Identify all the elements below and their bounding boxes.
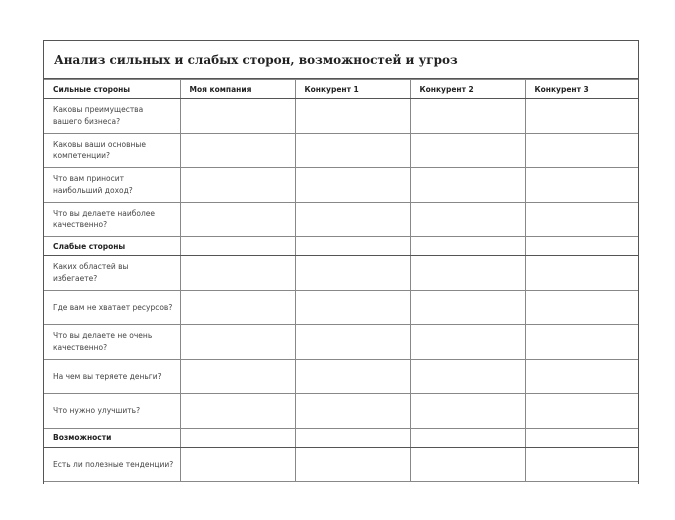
answer-cell[interactable] <box>295 256 410 291</box>
answer-cell <box>295 237 410 256</box>
question-cell: Что вы делаете не очень качественно? <box>44 325 180 360</box>
answer-cell <box>410 237 525 256</box>
answer-cell[interactable] <box>525 133 639 168</box>
answer-cell[interactable] <box>410 447 525 482</box>
answer-cell[interactable] <box>410 99 525 134</box>
question-cell: Что вы делаете наиболее качественно? <box>44 202 180 237</box>
answer-cell <box>295 428 410 447</box>
table-row <box>44 394 639 429</box>
answer-cell[interactable] <box>410 256 525 291</box>
question-cell: Каких областей вы избегаете? <box>44 256 180 291</box>
answer-cell[interactable] <box>410 168 525 203</box>
table-row <box>44 325 639 360</box>
table-row <box>44 447 639 482</box>
answer-cell[interactable] <box>525 99 639 134</box>
answer-cell[interactable] <box>180 256 295 291</box>
document-title: Анализ сильных и слабых сторон, возможностей и угроз <box>44 41 638 79</box>
answer-cell[interactable] <box>525 325 639 360</box>
answer-cell[interactable] <box>295 325 410 360</box>
answer-cell[interactable] <box>525 256 639 291</box>
answer-cell[interactable] <box>180 394 295 429</box>
answer-cell[interactable] <box>180 99 295 134</box>
column-header-competitor-3: Конкурент 3 <box>525 80 639 99</box>
table-row <box>44 256 639 291</box>
answer-cell[interactable] <box>295 202 410 237</box>
answer-cell[interactable] <box>180 168 295 203</box>
header-row <box>44 80 639 99</box>
table-row <box>44 202 639 237</box>
answer-cell[interactable] <box>295 133 410 168</box>
answer-cell[interactable] <box>525 202 639 237</box>
section-row-weaknesses <box>44 237 639 256</box>
answer-cell[interactable] <box>180 133 295 168</box>
question-cell: Есть ли полезные тенденции? <box>44 447 180 482</box>
swot-sheet <box>43 40 639 484</box>
answer-cell[interactable] <box>180 359 295 394</box>
answer-cell[interactable] <box>295 447 410 482</box>
answer-cell[interactable] <box>525 168 639 203</box>
answer-cell[interactable] <box>525 290 639 325</box>
table-row <box>44 168 639 203</box>
section-header-weaknesses: Слабые стороны <box>44 237 180 256</box>
question-cell: Каковы ваши основные компетенции? <box>44 133 180 168</box>
table-row <box>44 99 639 134</box>
question-cell: Каковы преимущества вашего бизнеса? <box>44 99 180 134</box>
section-header-opportunities: Возможности <box>44 428 180 447</box>
answer-cell[interactable] <box>410 290 525 325</box>
answer-cell <box>180 237 295 256</box>
answer-cell[interactable] <box>180 202 295 237</box>
column-header-competitor-2: Конкурент 2 <box>410 80 525 99</box>
answer-cell[interactable] <box>410 394 525 429</box>
column-header-competitor-1: Конкурент 1 <box>295 80 410 99</box>
answer-cell[interactable] <box>180 447 295 482</box>
answer-cell[interactable] <box>410 359 525 394</box>
section-row-opportunities <box>44 428 639 447</box>
question-cell: На чем вы теряете деньги? <box>44 359 180 394</box>
answer-cell[interactable] <box>180 325 295 360</box>
answer-cell[interactable] <box>295 290 410 325</box>
answer-cell[interactable] <box>295 394 410 429</box>
question-cell: Где вам не хватает ресурсов? <box>44 290 180 325</box>
answer-cell <box>180 428 295 447</box>
answer-cell[interactable] <box>295 99 410 134</box>
answer-cell[interactable] <box>525 394 639 429</box>
answer-cell[interactable] <box>295 168 410 203</box>
column-header-strengths: Сильные стороны <box>44 80 180 99</box>
answer-cell[interactable] <box>180 290 295 325</box>
table-row <box>44 133 639 168</box>
question-cell: Что нужно улучшить? <box>44 394 180 429</box>
column-header-my-company: Моя компания <box>180 80 295 99</box>
question-cell: Что вам приносит наибольший доход? <box>44 168 180 203</box>
table-row <box>44 290 639 325</box>
table-row <box>44 359 639 394</box>
answer-cell <box>410 428 525 447</box>
answer-cell <box>525 237 639 256</box>
answer-cell[interactable] <box>410 325 525 360</box>
answer-cell[interactable] <box>525 359 639 394</box>
answer-cell <box>525 428 639 447</box>
answer-cell[interactable] <box>410 202 525 237</box>
answer-cell[interactable] <box>295 359 410 394</box>
answer-cell[interactable] <box>525 447 639 482</box>
swot-table <box>44 79 639 482</box>
answer-cell[interactable] <box>410 133 525 168</box>
